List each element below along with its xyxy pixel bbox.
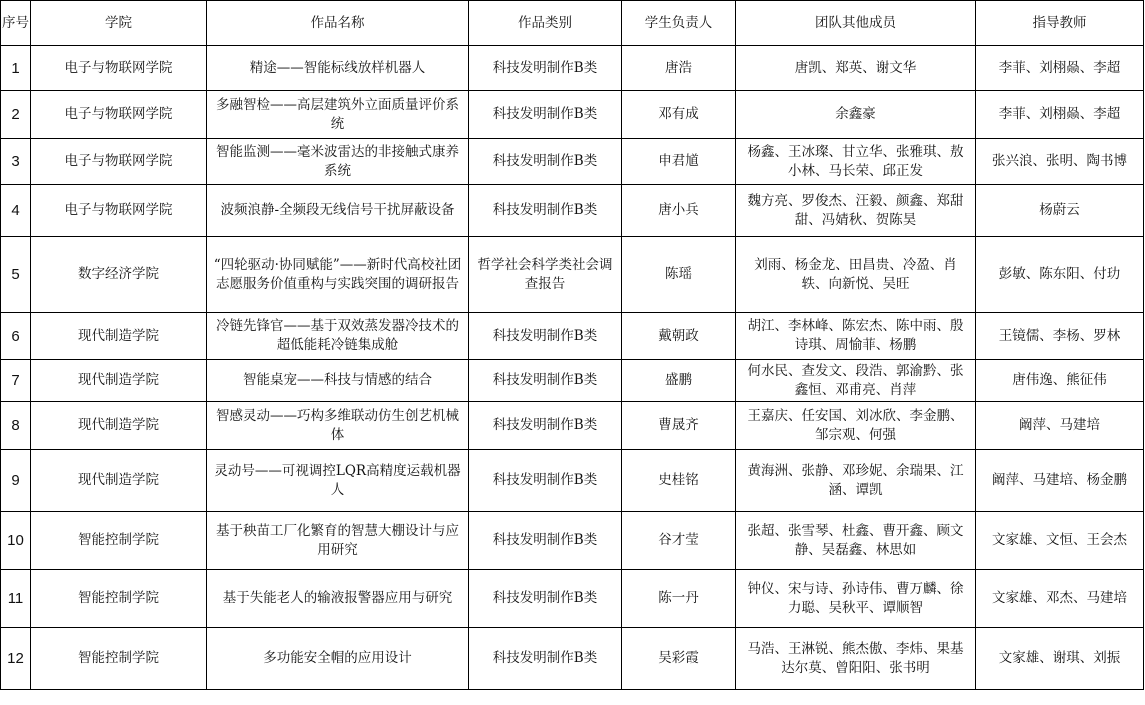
cell-members: 刘雨、杨金龙、田昌贵、冷盈、肖轶、向新悦、吴旺 — [736, 237, 976, 313]
cell-seq: 3 — [1, 139, 31, 185]
cell-work: 智能监测——毫米波雷达的非接触式康养系统 — [207, 139, 469, 185]
cell-leader: 唐小兵 — [622, 185, 736, 237]
cell-advisor: 文家雄、邓杰、马建培 — [976, 570, 1144, 628]
cell-members: 马浩、王淋锐、熊杰傲、李炜、果基达尔莫、曾阳阳、张书明 — [736, 628, 976, 690]
table-row — [1, 628, 1144, 690]
cell-advisor: 阚萍、马建培 — [976, 402, 1144, 450]
cell-members: 黄海洲、张静、邓珍妮、余瑞果、江涵、谭凯 — [736, 450, 976, 512]
cell-category: 科技发明制作B类 — [469, 360, 622, 402]
cell-advisor: 李菲、刘栩赑、李超 — [976, 46, 1144, 91]
cell-advisor: 阚萍、马建培、杨金鹏 — [976, 450, 1144, 512]
cell-leader: 吴彩霞 — [622, 628, 736, 690]
cell-members: 魏方亮、罗俊杰、汪毅、颜鑫、郑甜甜、冯婧秋、贺陈昊 — [736, 185, 976, 237]
cell-leader: 盛鹏 — [622, 360, 736, 402]
cell-work: 基于秧苗工厂化繁育的智慧大棚设计与应用研究 — [207, 512, 469, 570]
header-work: 作品名称 — [207, 1, 469, 46]
header-advisor: 指导教师 — [976, 1, 1144, 46]
cell-seq: 7 — [1, 360, 31, 402]
cell-college: 电子与物联网学院 — [31, 139, 207, 185]
cell-work: “四轮驱动·协同赋能”——新时代高校社团志愿服务价值重构与实践突围的调研报告 — [207, 237, 469, 313]
cell-category: 科技发明制作B类 — [469, 46, 622, 91]
cell-seq: 8 — [1, 402, 31, 450]
cell-work: 灵动号——可视调控LQR高精度运载机器人 — [207, 450, 469, 512]
cell-leader: 邓有成 — [622, 91, 736, 139]
header-leader: 学生负责人 — [622, 1, 736, 46]
cell-seq: 2 — [1, 91, 31, 139]
cell-leader: 唐浩 — [622, 46, 736, 91]
cell-advisor: 文家雄、文恒、王会杰 — [976, 512, 1144, 570]
cell-members: 胡江、李林峰、陈宏杰、陈中雨、殷诗琪、周愉菲、杨鹏 — [736, 313, 976, 360]
cell-leader: 陈一丹 — [622, 570, 736, 628]
cell-advisor: 唐伟逸、熊征伟 — [976, 360, 1144, 402]
cell-work: 智能桌宠——科技与情感的结合 — [207, 360, 469, 402]
cell-advisor: 王镜儒、李杨、罗林 — [976, 313, 1144, 360]
cell-college: 现代制造学院 — [31, 360, 207, 402]
cell-college: 智能控制学院 — [31, 512, 207, 570]
cell-seq: 9 — [1, 450, 31, 512]
cell-college: 现代制造学院 — [31, 313, 207, 360]
header-members: 团队其他成员 — [736, 1, 976, 46]
table-row — [1, 360, 1144, 402]
header-college: 学院 — [31, 1, 207, 46]
cell-advisor: 张兴浪、张明、陶书博 — [976, 139, 1144, 185]
cell-leader: 陈瑶 — [622, 237, 736, 313]
cell-members: 王嘉庆、任安国、刘冰欣、李金鹏、邹宗观、何强 — [736, 402, 976, 450]
cell-category: 科技发明制作B类 — [469, 402, 622, 450]
cell-seq: 11 — [1, 570, 31, 628]
cell-advisor: 杨蔚云 — [976, 185, 1144, 237]
cell-category: 科技发明制作B类 — [469, 185, 622, 237]
table-row — [1, 91, 1144, 139]
cell-category: 科技发明制作B类 — [469, 628, 622, 690]
table-row — [1, 185, 1144, 237]
cell-category: 哲学社会科学类社会调查报告 — [469, 237, 622, 313]
cell-seq: 5 — [1, 237, 31, 313]
cell-leader: 史桂铭 — [622, 450, 736, 512]
cell-category: 科技发明制作B类 — [469, 450, 622, 512]
cell-category: 科技发明制作B类 — [469, 91, 622, 139]
cell-college: 现代制造学院 — [31, 402, 207, 450]
cell-seq: 6 — [1, 313, 31, 360]
cell-seq: 4 — [1, 185, 31, 237]
cell-leader: 戴朝政 — [622, 313, 736, 360]
table-row — [1, 450, 1144, 512]
cell-work: 多融智检——高层建筑外立面质量评价系统 — [207, 91, 469, 139]
cell-work: 冷链先锋官——基于双效蒸发器冷技术的超低能耗冷链集成舱 — [207, 313, 469, 360]
header-category: 作品类别 — [469, 1, 622, 46]
cell-category: 科技发明制作B类 — [469, 570, 622, 628]
table-row — [1, 570, 1144, 628]
cell-college: 现代制造学院 — [31, 450, 207, 512]
table-row — [1, 402, 1144, 450]
cell-leader: 谷才莹 — [622, 512, 736, 570]
cell-work: 多功能安全帽的应用设计 — [207, 628, 469, 690]
cell-members: 唐凯、郑英、谢文华 — [736, 46, 976, 91]
cell-advisor: 彭敏、陈东阳、付玏 — [976, 237, 1144, 313]
cell-college: 数字经济学院 — [31, 237, 207, 313]
cell-members: 何水民、查发文、段浩、郭渝黔、张鑫恒、邓甫亮、肖萍 — [736, 360, 976, 402]
cell-work: 基于失能老人的输液报警器应用与研究 — [207, 570, 469, 628]
table-row — [1, 139, 1144, 185]
cell-college: 电子与物联网学院 — [31, 185, 207, 237]
cell-work: 波频浪静-全频段无线信号干扰屏蔽设备 — [207, 185, 469, 237]
cell-seq: 10 — [1, 512, 31, 570]
header-seq: 序号 — [1, 1, 31, 46]
cell-members: 张超、张雪琴、杜鑫、曹开鑫、顾文静、吴磊鑫、林思如 — [736, 512, 976, 570]
cell-college: 智能控制学院 — [31, 570, 207, 628]
table-row — [1, 237, 1144, 313]
cell-category: 科技发明制作B类 — [469, 512, 622, 570]
cell-seq: 12 — [1, 628, 31, 690]
cell-work: 智感灵动——巧构多维联动仿生创艺机械体 — [207, 402, 469, 450]
cell-seq: 1 — [1, 46, 31, 91]
cell-members: 杨鑫、王冰璨、甘立华、张雅琪、敖小林、马长荣、邱正发 — [736, 139, 976, 185]
cell-advisor: 文家雄、谢琪、刘振 — [976, 628, 1144, 690]
cell-category: 科技发明制作B类 — [469, 313, 622, 360]
table-row — [1, 512, 1144, 570]
table-row — [1, 313, 1144, 360]
cell-advisor: 李菲、刘栩赑、李超 — [976, 91, 1144, 139]
cell-college: 智能控制学院 — [31, 628, 207, 690]
header-row — [1, 1, 1144, 46]
cell-category: 科技发明制作B类 — [469, 139, 622, 185]
cell-members: 余鑫豪 — [736, 91, 976, 139]
cell-leader: 申君馗 — [622, 139, 736, 185]
cell-work: 精途——智能标线放样机器人 — [207, 46, 469, 91]
cell-college: 电子与物联网学院 — [31, 46, 207, 91]
table-row — [1, 46, 1144, 91]
cell-college: 电子与物联网学院 — [31, 91, 207, 139]
cell-members: 钟仪、宋与诗、孙诗伟、曹万麟、徐力聪、吴秋平、谭顺智 — [736, 570, 976, 628]
cell-leader: 曹晟齐 — [622, 402, 736, 450]
table-body — [1, 46, 1144, 690]
